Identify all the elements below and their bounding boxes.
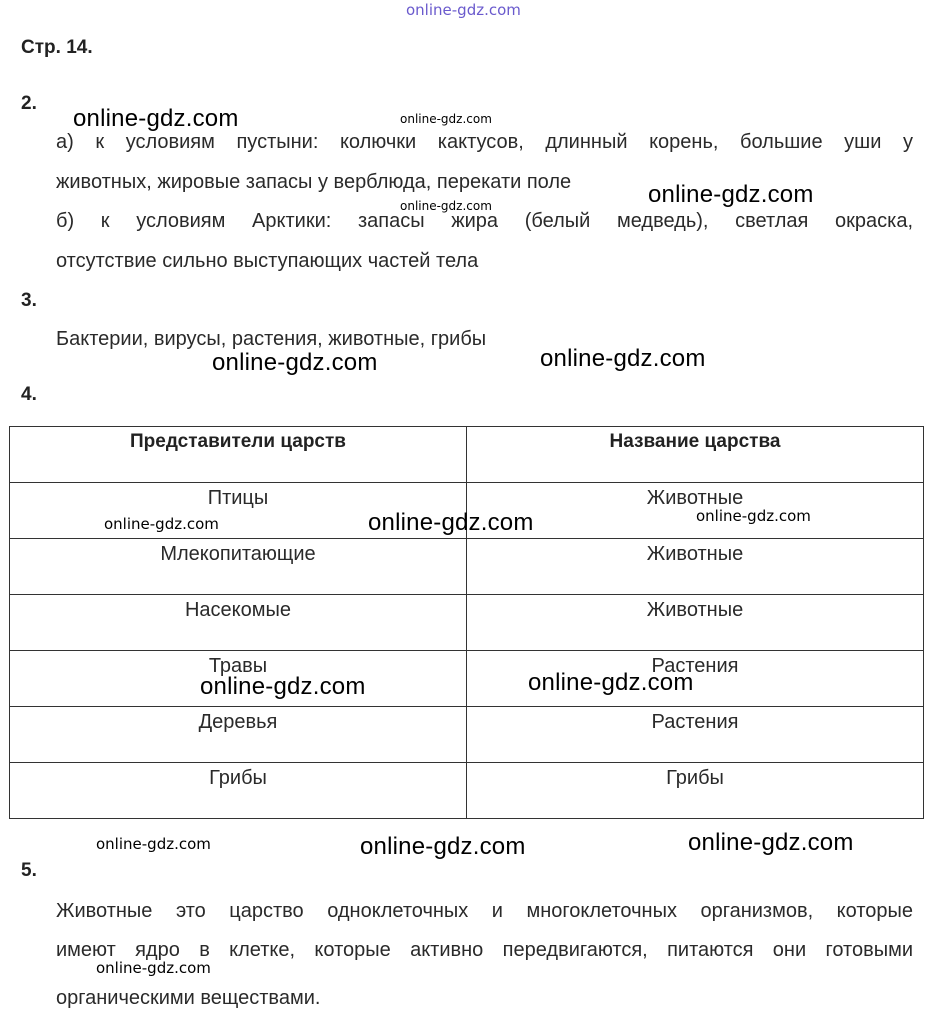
watermark: online-gdz.com: [73, 105, 239, 132]
table-cell: Деревья: [10, 707, 467, 763]
watermark: online-gdz.com: [400, 112, 492, 126]
watermark: online-gdz.com: [200, 673, 366, 700]
table-cell: Млекопитающие: [10, 539, 467, 595]
watermark: online-gdz.com: [528, 669, 694, 696]
header-watermark: online-gdz.com: [406, 1, 521, 19]
table-row: [10, 651, 924, 707]
table-cell: Растения: [467, 707, 924, 763]
q5-number: 5.: [21, 860, 37, 881]
q5-line-2: имеют ядро в клетке, которые активно передвигаются, питаются они готовыми: [56, 939, 913, 961]
watermark: online-gdz.com: [648, 181, 814, 208]
q5-line-3: органическими веществами.: [56, 987, 321, 1009]
page-title: Стр. 14.: [21, 37, 93, 58]
table-row: [10, 595, 924, 651]
q4-number: 4.: [21, 384, 37, 405]
q2-number: 2.: [21, 93, 37, 114]
q2-line-a2: животных, жировые запасы у верблюда, перекати поле: [56, 171, 572, 193]
watermark: online-gdz.com: [360, 833, 526, 860]
watermark: online-gdz.com: [96, 835, 211, 853]
table-cell: Животные: [467, 539, 924, 595]
table-cell: Насекомые: [10, 595, 467, 651]
watermark: online-gdz.com: [96, 959, 211, 977]
watermark: online-gdz.com: [368, 509, 534, 536]
q5-line-1: Животные это царство одноклеточных и многоклеточных организмов, которые: [56, 900, 913, 922]
column-header-kingdom: Название царства: [467, 427, 924, 483]
table-cell: Животные: [467, 595, 924, 651]
table-cell: Травы: [10, 651, 467, 707]
table-cell: Животные: [467, 483, 924, 539]
column-header-representatives: Представители царств: [10, 427, 467, 483]
q2-line-a1: а) к условиям пустыни: колючки кактусов, длинный корень, большие уши у: [56, 131, 913, 153]
table-cell: Грибы: [10, 763, 467, 819]
q3-text: Бактерии, вирусы, растения, животные, грибы: [56, 328, 487, 350]
table-row: [10, 707, 924, 763]
q3-number: 3.: [21, 290, 37, 311]
watermark: online-gdz.com: [400, 199, 492, 213]
table-cell: Растения: [467, 651, 924, 707]
table-row: [10, 763, 924, 819]
q2-line-b2: отсутствие сильно выступающих частей тела: [56, 250, 479, 272]
watermark: online-gdz.com: [104, 515, 219, 533]
q2-line-b1: б) к условиям Арктики: запасы жира (белый медведь), светлая окраска,: [56, 210, 913, 232]
watermark: online-gdz.com: [212, 349, 378, 376]
kingdoms-table: [9, 426, 924, 819]
table-row: [10, 539, 924, 595]
table-cell: Грибы: [467, 763, 924, 819]
watermark: online-gdz.com: [696, 507, 811, 525]
watermark: online-gdz.com: [540, 345, 706, 372]
table-header-row: [10, 427, 924, 483]
table-cell: Птицы: [10, 483, 467, 539]
watermark: online-gdz.com: [688, 829, 854, 856]
